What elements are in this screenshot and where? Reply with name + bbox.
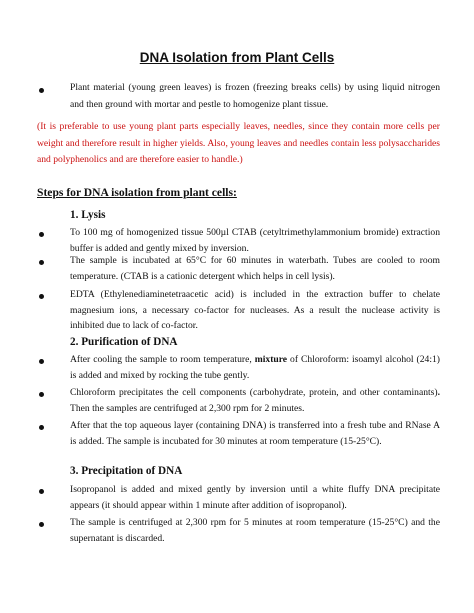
intro-bullet-text: Plant material (young green leaves) is frozen (freezing breaks cells) by using liquid nitrogen and then ground with mortar and pestle to homogenize plant tissue. (70, 82, 440, 110)
bullet-icon (39, 522, 44, 527)
list-item: Chloroform precipitates the cell components (carbohydrate, protein, and other contaminants). Then the samples are centrifuged at 2,300 rpm for 2 minutes. (70, 387, 440, 414)
list-item: After cooling the sample to room temperature, mixture of Chloroform: isoamyl alcohol (24:1) is added and mixed by rocking the tube gently. (70, 354, 441, 381)
section-heading-precipitation: 3. Precipitation of DNA (70, 465, 183, 477)
steps-heading: Steps for DNA isolation from plant cells: (37, 186, 237, 199)
list-item: After that the top aqueous layer (containing DNA) is transferred into a fresh tube and RNase A is added. The sample is incubated for 30 minutes at room temperature (15-25°C). (70, 420, 440, 447)
list-item: EDTA (Ethylenediaminetetraacetic acid) is included in the extraction buffer to chelate magnesium ions, a necessary co-factor for nucleases. As a result the nuclease activity is inhibited due to lack of co-factor. (70, 289, 440, 331)
bullet-icon (39, 489, 44, 494)
bullet-icon (39, 425, 44, 430)
intro-note: (It is preferable to use young plant parts especially leaves, needles, since they contain more cells per weight and therefore result in higher yields. Also, young leaves and needles contain less polysaccharides and polyphenolics and are therefore easier to handle.) (37, 121, 440, 165)
list-item: The sample is incubated at 65°C for 60 minutes in waterbath. Tubes are cooled to room temperature. (CTAB is a cationic detergent which helps in cell lysis). (70, 255, 440, 282)
bullet-icon (39, 232, 44, 237)
list-item: The sample is centrifuged at 2,300 rpm for 5 minutes at room temperature (15-25°C) and the supernatant is discarded. (70, 517, 440, 544)
list-item: Isopropanol is added and mixed gently by inversion until a white fluffy DNA precipitate appears (it should appear within 1 minute after addition of isopropanol). (70, 484, 440, 511)
bullet-icon (39, 392, 44, 397)
section-heading-purification: 2. Purification of DNA (70, 336, 178, 348)
bullet-icon (39, 294, 44, 299)
section-heading-lysis: 1. Lysis (70, 209, 106, 221)
bullet-icon (39, 88, 44, 93)
document-title: DNA Isolation from Plant Cells (139, 50, 335, 65)
bullet-icon (39, 359, 44, 364)
bullet-icon (39, 260, 44, 265)
list-item: To 100 mg of homogenized tissue 500µl CTAB (cetyltrimethylammonium bromide) extraction buffer is added and gently mixed by inversion. (70, 227, 440, 254)
